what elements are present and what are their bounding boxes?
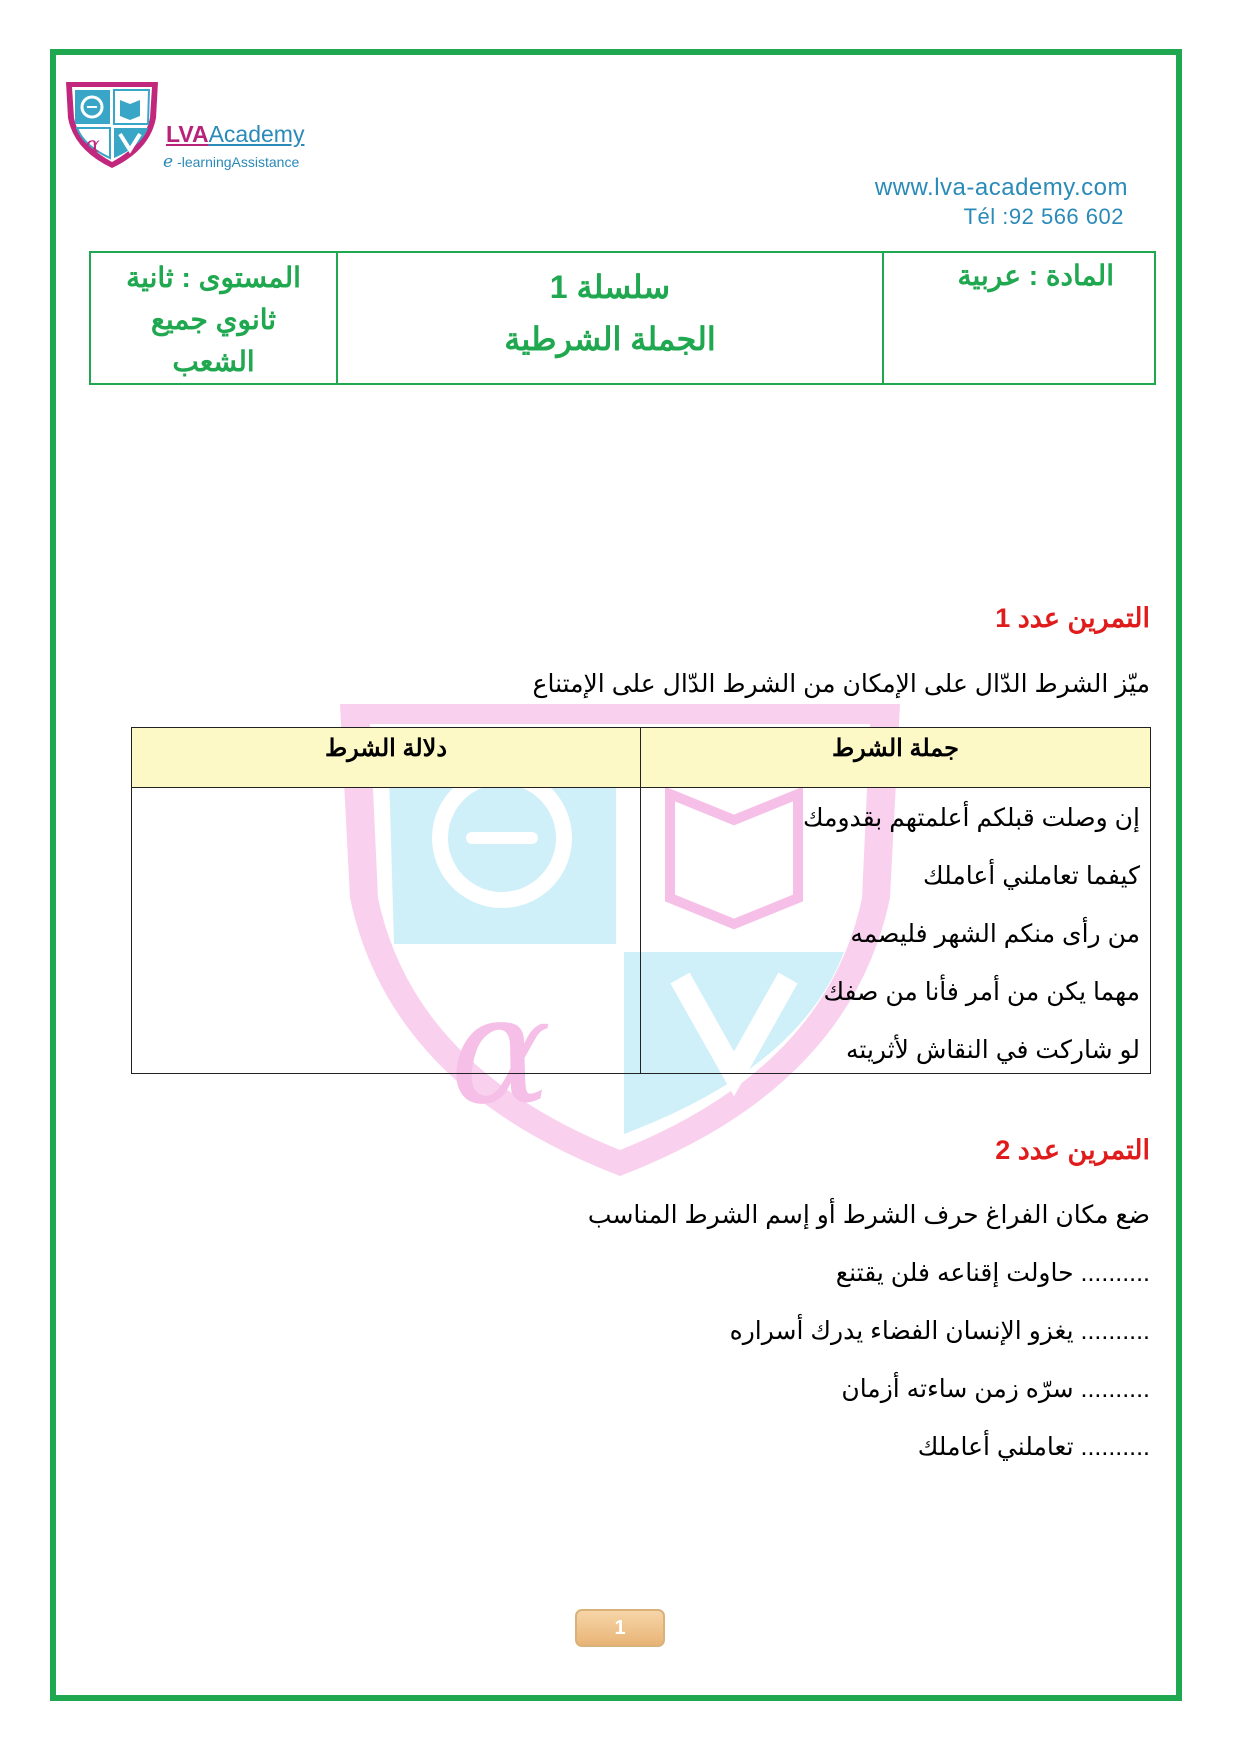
column-header-meaning: دلالة الشرط bbox=[324, 735, 448, 762]
fill-in-text: حاولت إقناعه فلن يقتنع bbox=[835, 1259, 1074, 1287]
blank-space[interactable]: .......... bbox=[1080, 1433, 1150, 1461]
brand-name-part2: Academy bbox=[208, 121, 305, 147]
series-cell bbox=[336, 253, 884, 383]
series-title: سلسلة 1 bbox=[549, 269, 671, 305]
condition-sentence: مهما يكن من أمر فأنا من صفك bbox=[823, 978, 1140, 1006]
website-url: www.lva-academy.com bbox=[874, 174, 1128, 201]
condition-table bbox=[131, 727, 1151, 1074]
condition-table-body bbox=[132, 788, 1150, 1074]
exercise1-instruction: ميّز الشرط الدّال على الإمكان من الشرط الدّال على الإمتناع bbox=[532, 670, 1150, 698]
brand-name-part1: LVA bbox=[166, 121, 209, 147]
fill-in-item bbox=[841, 1374, 1150, 1404]
fill-in-text: سرّه زمن ساءته أزمان bbox=[841, 1375, 1074, 1403]
condition-sentence: لو شاركت في النقاش لأثريته bbox=[846, 1036, 1140, 1064]
topic-title: الجملة الشرطية bbox=[504, 321, 716, 357]
page-number: 1 bbox=[575, 1609, 665, 1647]
blank-space[interactable]: .......... bbox=[1080, 1259, 1150, 1287]
svg-text:α: α bbox=[450, 964, 552, 1138]
svg-text:α: α bbox=[85, 133, 100, 158]
fill-in-item bbox=[836, 1258, 1150, 1288]
fill-in-text: تعاملني أعاملك bbox=[917, 1433, 1074, 1461]
condition-sentence: إن وصلت قبلكم أعلمتهم بقدومك bbox=[803, 804, 1140, 832]
tagline-e: e bbox=[163, 152, 174, 172]
level-line-2: ثانوي جميع bbox=[150, 304, 277, 335]
condition-sentence: كيفما تعاملني أعاملك bbox=[923, 862, 1140, 890]
condition-table-header bbox=[132, 728, 1150, 788]
brand-tagline bbox=[163, 152, 299, 172]
tagline-text: -learningAssistance bbox=[177, 154, 300, 170]
blank-space[interactable]: .......... bbox=[1080, 1317, 1150, 1345]
fill-in-item bbox=[918, 1432, 1150, 1462]
sentences-cell bbox=[640, 788, 1150, 1074]
level-line-1: المستوى : ثانية bbox=[126, 262, 301, 293]
subject-cell: المادة : عربية bbox=[957, 260, 1114, 291]
phone-number: Tél :92 566 602 bbox=[963, 204, 1124, 229]
fill-in-item bbox=[730, 1316, 1150, 1346]
title-block bbox=[89, 251, 1156, 385]
level-cell bbox=[91, 253, 336, 383]
exercise1-title: التمرين عدد 1 bbox=[995, 603, 1150, 633]
exercise2-instruction: ضع مكان الفراغ حرف الشرط أو إسم الشرط المناسب bbox=[587, 1201, 1150, 1229]
meaning-answer-cell[interactable] bbox=[132, 788, 640, 1074]
brand-name bbox=[166, 120, 304, 148]
column-header-sentence: جملة الشرط bbox=[640, 728, 1150, 787]
blank-space[interactable]: .......... bbox=[1080, 1375, 1150, 1403]
condition-sentence: من رأى منكم الشهر فليصمه bbox=[850, 920, 1140, 948]
exercise2-title: التمرين عدد 2 bbox=[995, 1135, 1150, 1165]
fill-in-text: يغزو الإنسان الفضاء يدرك أسراره bbox=[729, 1317, 1074, 1345]
lva-academy-logo bbox=[60, 78, 164, 170]
level-line-3: الشعب bbox=[172, 346, 255, 377]
